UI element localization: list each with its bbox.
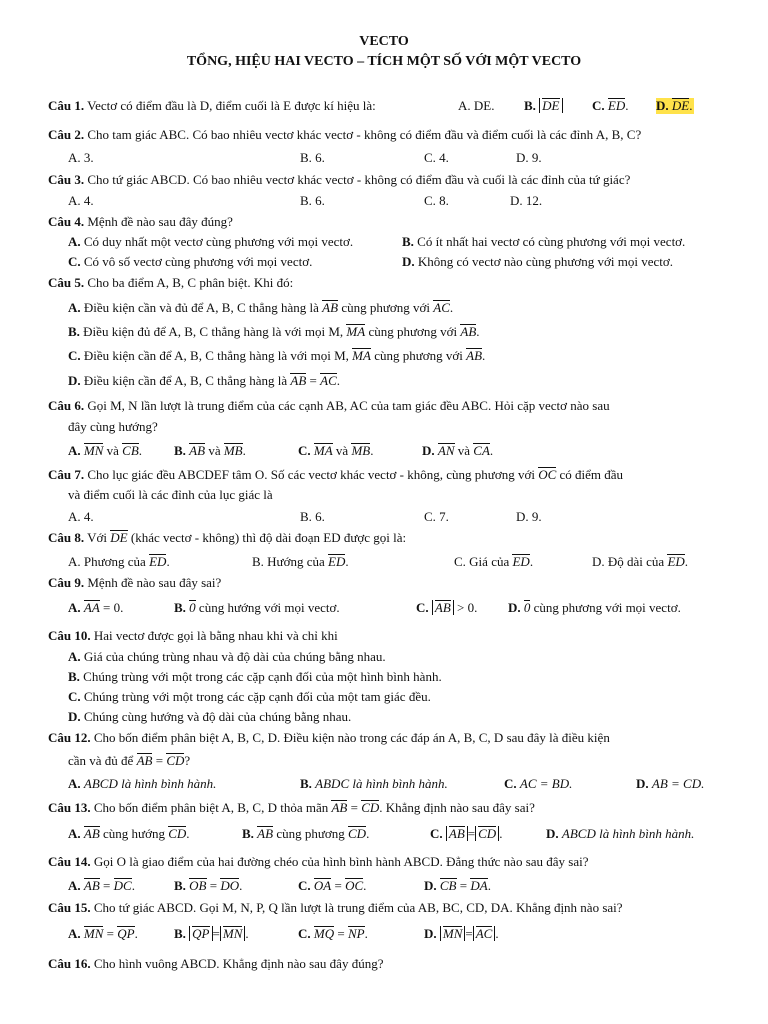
q3-option-d: D. 12.: [510, 193, 543, 208]
doc-title: VECTO: [359, 34, 409, 49]
q9-option-c: C. AB > 0.: [416, 600, 478, 615]
q5-option-d: D. Điều kiện cần để A, B, C thẳng hàng là AB = AC.: [68, 373, 341, 388]
question-8: Câu 8. Với DE (khác vectơ - không) thì độ dài đoạn ED được gọi là:: [48, 530, 407, 545]
question-2: Câu 2. Cho tam giác ABC. Có bao nhiêu vectơ khác vectơ - không có điểm đầu và điểm cuối là các đỉnh A, B, C?: [48, 127, 642, 142]
q7-option-d: D. 9.: [516, 509, 542, 524]
q12-option-a: A. ABCD là hình bình hành.: [68, 776, 217, 791]
q5-option-a: A. Điều kiện cần và đủ để A, B, C thẳng hàng là AB cùng phương với AC.: [68, 300, 454, 315]
question-9: Câu 9. Mệnh đề nào sau đây sai?: [48, 575, 222, 590]
q9-option-b: B. 0 cùng hướng với mọi vectơ.: [174, 600, 340, 615]
question-7: Câu 7. Cho lục giác đều ABCDEF tâm O. Số các vectơ khác vectơ - không, cùng phương với OC có điểm đầu: [48, 467, 624, 482]
q4-option-d: D. Không có vectơ nào cùng phương với mọi vectơ.: [402, 254, 674, 269]
question-7-cont: và điểm cuối là các đỉnh của lục giác là: [68, 487, 273, 502]
q12-option-d: D. AB = CD.: [636, 776, 705, 791]
question-12: Câu 12. Cho bốn điểm phân biệt A, B, C, D. Điều kiện nào trong các đáp án A, B, C, D sau đây là điều kiện: [48, 730, 610, 745]
q15-option-b: B. QP = MN .: [174, 926, 249, 941]
q14-option-c: C. OA = OC.: [298, 878, 367, 893]
q9-option-a: A. AA = 0.: [68, 600, 124, 615]
q1-option-b: B. DE: [524, 98, 563, 114]
q3-option-c: C. 8.: [424, 193, 449, 208]
question-6-cont: đây cùng hướng?: [68, 419, 158, 434]
q5-option-c: C. Điều kiện cần để A, B, C thẳng hàng là với mọi M, MA cùng phương với AB.: [68, 348, 486, 363]
q9-option-d: D. 0 cùng phương với mọi vectơ.: [508, 600, 681, 615]
q2-option-a: A. 3.: [68, 150, 94, 165]
q7-option-a: A. 4.: [68, 509, 94, 524]
q13-option-a: A. AB cùng hướng CD.: [68, 826, 190, 841]
q2-option-b: B. 6.: [300, 150, 325, 165]
question-5: Câu 5. Cho ba điểm A, B, C phân biệt. Khi đó:: [48, 275, 294, 290]
q3-option-b: B. 6.: [300, 193, 325, 208]
q13-option-d: D. ABCD là hình bình hành.: [546, 826, 695, 841]
question-6: Câu 6. Gọi M, N lần lượt là trung điểm của các cạnh AB, AC của tam giác đều ABC. Hỏi cặp vectơ nào sau: [48, 398, 610, 413]
q4-option-c: C. Có vô số vectơ cùng phương với mọi vectơ.: [68, 254, 313, 269]
q8-option-b: B. Hướng của ED.: [252, 554, 349, 569]
q5-option-b: B. Điều kiện đủ để A, B, C thẳng hàng là với mọi M, MA cùng phương với AB.: [68, 324, 480, 339]
question-3: Câu 3. Cho tứ giác ABCD. Có bao nhiêu vectơ khác vectơ - không có điểm đầu và cuối là các đỉnh của tứ giác?: [48, 172, 631, 187]
q1-option-d-highlighted: D. DE.: [656, 98, 693, 113]
q6-option-b: B. AB và MB.: [174, 443, 246, 458]
q14-option-b: B. OB = DO.: [174, 878, 243, 893]
q4-option-a: A. Có duy nhất một vectơ cùng phương với mọi vectơ.: [68, 234, 354, 249]
question-1: Câu 1. Vectơ có điểm đầu là D, điểm cuối là E được kí hiệu là:: [48, 98, 376, 113]
q1-option-c: C. ED.: [592, 98, 629, 113]
q1-option-a: A. DE.: [458, 98, 495, 113]
q15-option-d: D. MN = AC .: [424, 926, 499, 941]
q14-option-a: A. AB = DC.: [68, 878, 135, 893]
q7-option-b: B. 6.: [300, 509, 325, 524]
question-13: Câu 13. Cho bốn điểm phân biệt A, B, C, D thỏa mãn AB = CD. Khẳng định nào sau đây sai?: [48, 800, 535, 815]
q7-option-c: C. 7.: [424, 509, 449, 524]
q12-option-c: C. AC = BD.: [504, 776, 573, 791]
question-16: Câu 16. Cho hình vuông ABCD. Khẳng định nào sau đây đúng?: [48, 956, 384, 971]
q8-option-d: D. Độ dài của ED.: [592, 554, 689, 569]
q10-option-c: C. Chúng trùng với một trong các cặp cạnh đối của một tam giác đều.: [68, 689, 431, 704]
q3-option-a: A. 4.: [68, 193, 94, 208]
q6-option-a: A. MN và CB.: [68, 443, 143, 458]
q10-option-d: D. Chúng cùng hướng và độ dài của chúng bằng nhau.: [68, 709, 352, 724]
doc-subtitle: TỔNG, HIỆU HAI VECTO – TÍCH MỘT SỐ VỚI MỘT VECTO: [186, 54, 582, 69]
q15-option-c: C. MQ = NP.: [298, 926, 368, 941]
q10-option-b: B. Chúng trùng với một trong các cặp cạnh đối của một hình bình hành.: [68, 669, 442, 684]
q15-option-a: A. MN = QP.: [68, 926, 138, 941]
q8-option-c: C. Giá của ED.: [454, 554, 534, 569]
question-14: Câu 14. Gọi O là giao điểm của hai đường chéo của hình bình hành ABCD. Đẳng thức nào sau đây sai?: [48, 854, 589, 869]
q8-option-a: A. Phương của ED.: [68, 554, 170, 569]
q6-option-d: D. AN và CA.: [422, 443, 494, 458]
question-10: Câu 10. Hai vectơ được gọi là bằng nhau khi và chỉ khi: [48, 628, 338, 643]
q2-option-d: D. 9.: [516, 150, 542, 165]
q12-option-b: B. ABDC là hình bình hành.: [300, 776, 448, 791]
question-4: Câu 4. Mệnh đề nào sau đây đúng?: [48, 214, 233, 229]
q14-option-d: D. CB = DA.: [424, 878, 491, 893]
q4-option-b: B. Có ít nhất hai vectơ có cùng phương với mọi vectơ.: [402, 234, 686, 249]
question-15: Câu 15. Cho tứ giác ABCD. Gọi M, N, P, Q lần lượt là trung điểm của AB, BC, CD, DA. Khẳng định nào sai?: [48, 900, 623, 915]
question-12-cont: cần và đủ để AB = CD?: [68, 753, 191, 768]
q13-option-c: C. AB = CD .: [430, 826, 503, 841]
q6-option-c: C. MA và MB.: [298, 443, 374, 458]
q13-option-b: B. AB cùng phương CD.: [242, 826, 370, 841]
q10-option-a: A. Giá của chúng trùng nhau và độ dài của chúng bằng nhau.: [68, 649, 386, 664]
q2-option-c: C. 4.: [424, 150, 449, 165]
